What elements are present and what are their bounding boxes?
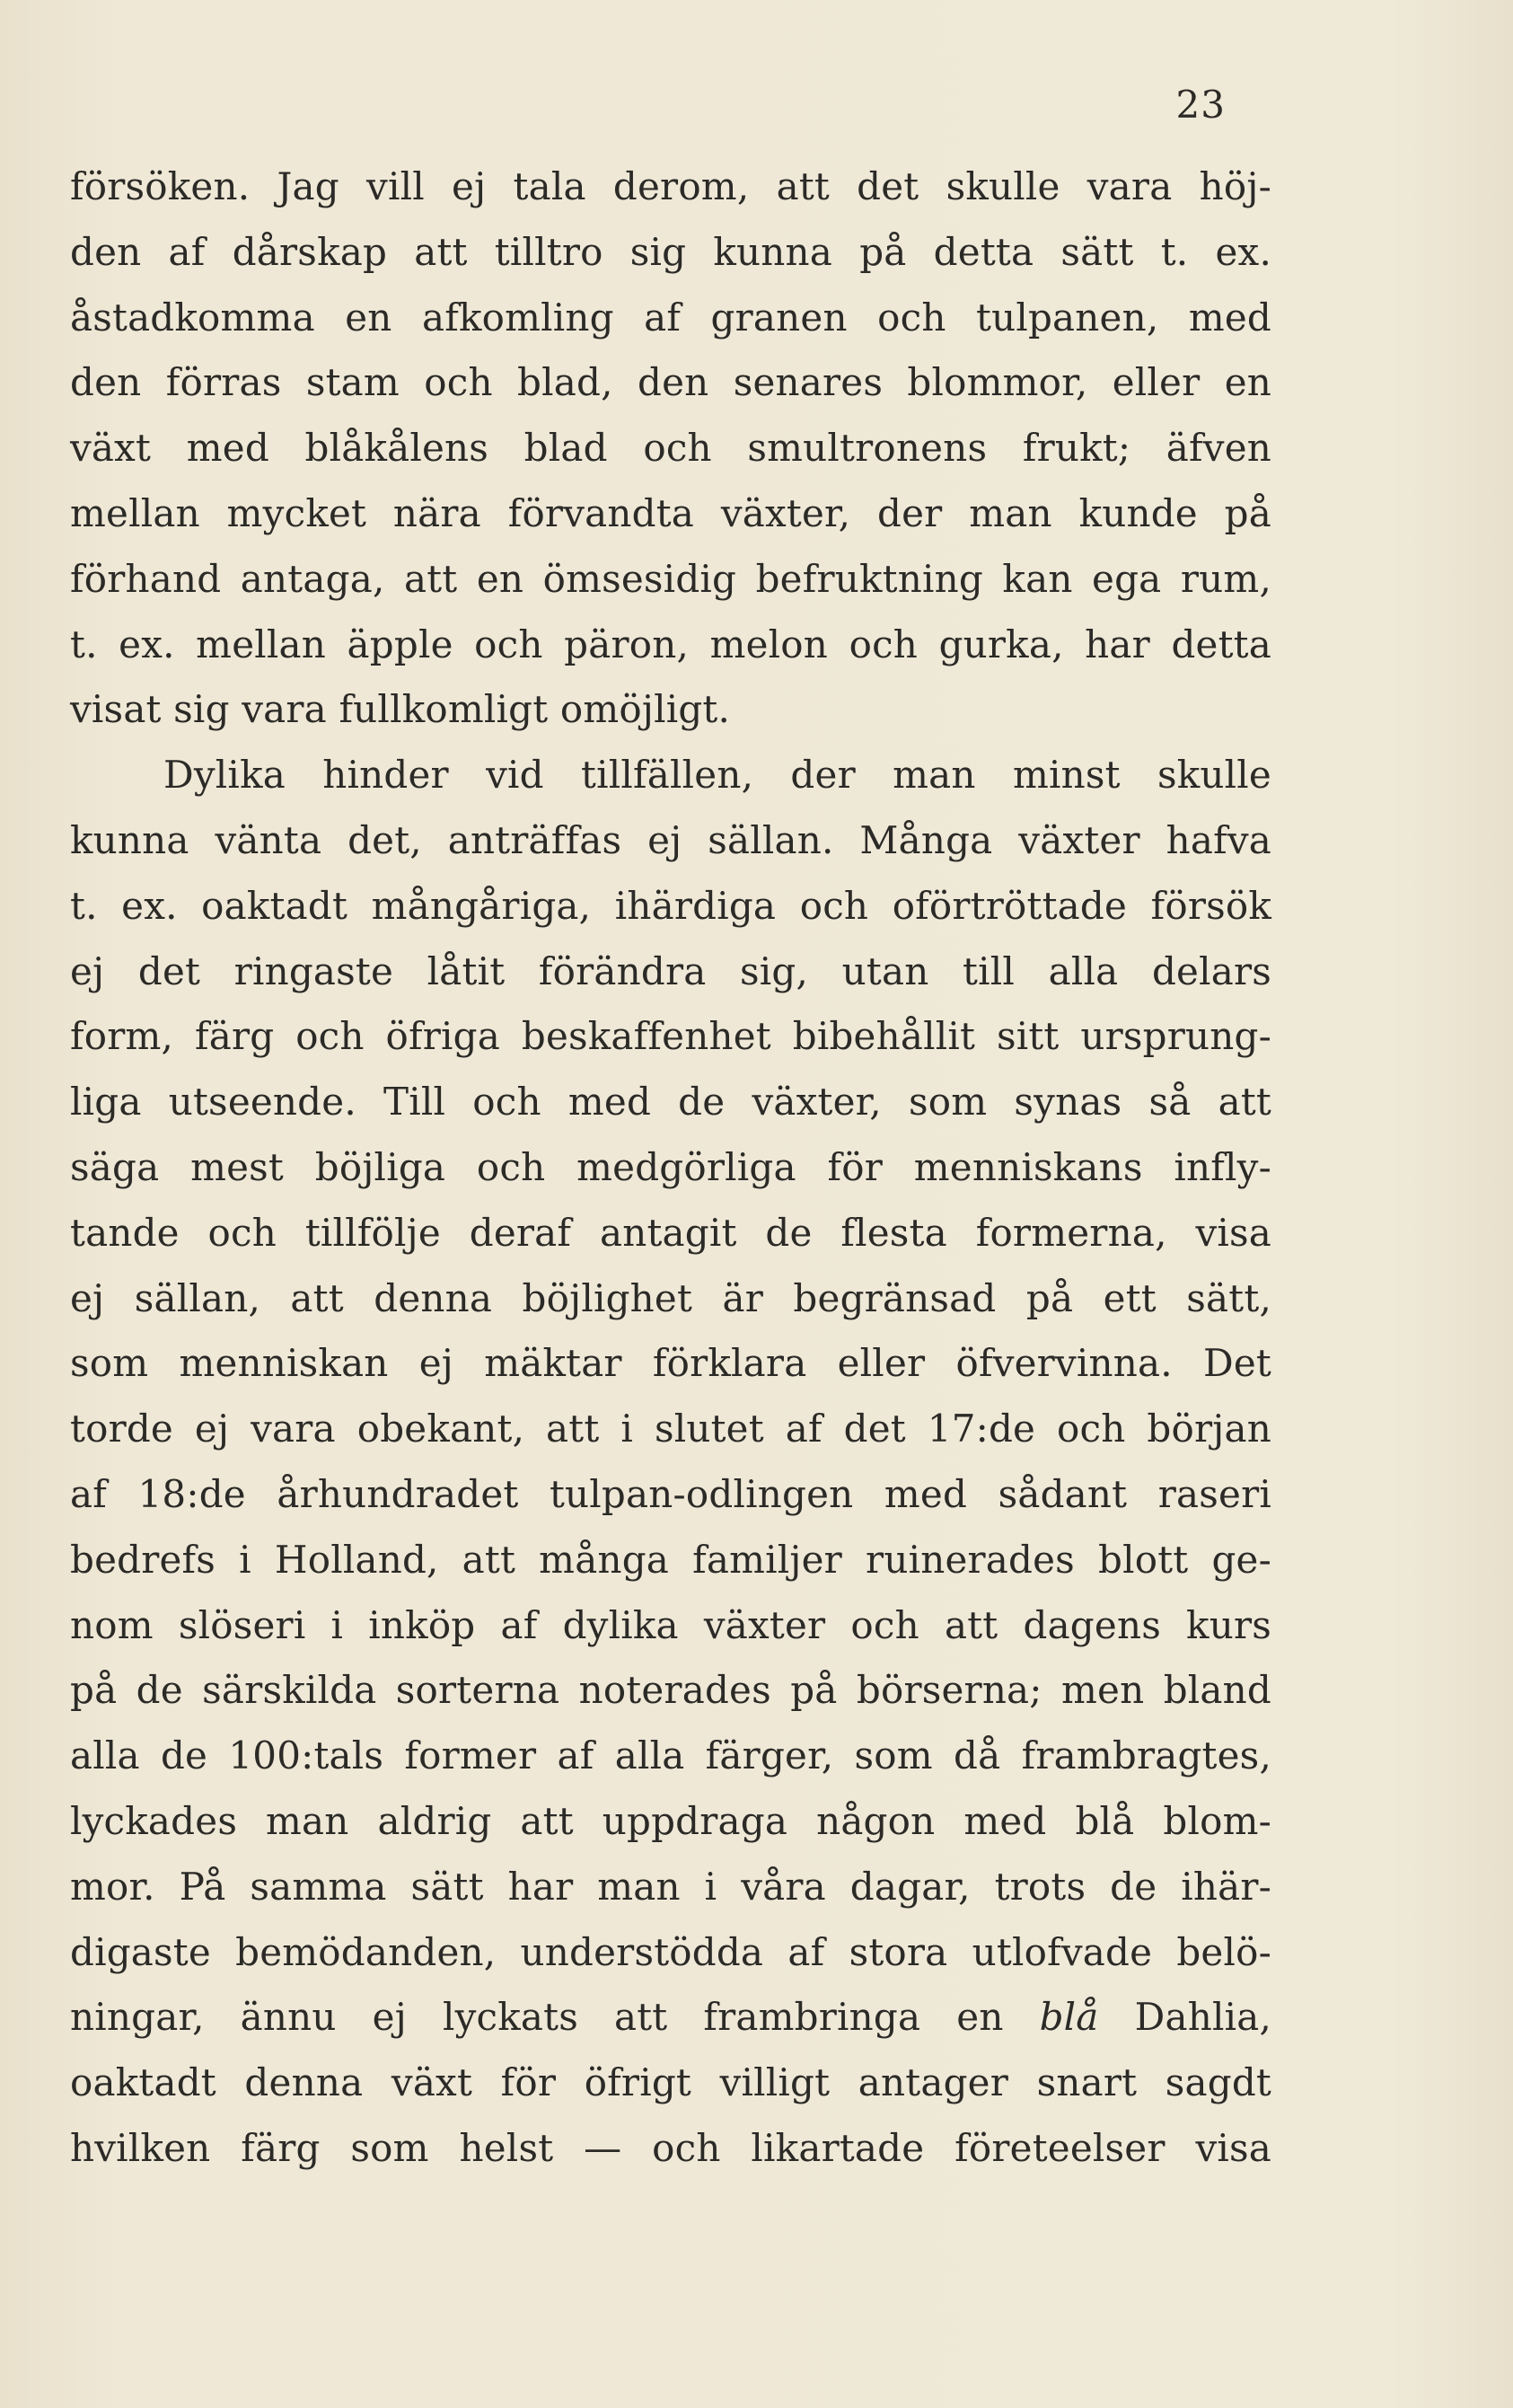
text-line: mellan mycket nära förvandta växter, der man kunde på: [70, 490, 1271, 535]
text-line: liga utseende. Till och med de växter, som synas så att: [70, 1080, 1271, 1125]
text-line: mor. På samma sätt har man i våra dagar, trots de ihär-: [70, 1864, 1271, 1909]
text-line: oaktadt denna växt för öfrigt villigt antager snart sagdt: [70, 2060, 1271, 2105]
text-line: t. ex. mellan äpple och päron, melon och gurka, har detta: [70, 622, 1271, 666]
body-text: [70, 154, 1271, 2182]
text-line: t. ex. oaktadt mångåriga, ihärdiga och oförtröttade försök: [70, 883, 1271, 928]
text-line: af 18:de århundradet tulpan-odlingen med sådant raseri: [70, 1471, 1271, 1516]
italic-word: blå: [1039, 1995, 1099, 2040]
text-line: på de särskilda sorterna noterades på börserna; men bland: [70, 1668, 1271, 1713]
text-line: torde ej vara obekant, att i slutet af det 17:de och början: [70, 1407, 1271, 1451]
text-line: den förras stam och blad, den senares blommor, eller en: [70, 360, 1271, 405]
text-line: hvilken färg som helst — och likartade företeelser visa: [70, 2125, 1271, 2170]
text-line: försöken. Jag vill ej tala derom, att det skulle vara höj-: [70, 164, 1271, 208]
paragraph-end-line: visat sig vara fullkomligt omöjligt.: [70, 687, 731, 732]
text-line: den af dårskap att tilltro sig kunna på detta sätt t. ex.: [70, 229, 1271, 274]
text-line: form, färg och öfriga beskaffenhet bibehållit sitt ursprung-: [70, 1014, 1271, 1059]
text-line: kunna vänta det, anträffas ej sällan. Många växter hafva: [70, 817, 1271, 862]
text-line: ej det ringaste låtit förändra sig, utan till alla delars: [70, 948, 1271, 993]
page-number: 23: [1175, 83, 1226, 127]
text-segment: Dahlia,: [1098, 1995, 1271, 2040]
text-line-with-italic: [70, 1985, 1271, 2051]
text-line: alla de 100:tals former af alla färger, som då frambragtes,: [70, 1733, 1271, 1778]
text-line: som menniskan ej mäktar förklara eller öfvervinna. Det: [70, 1341, 1271, 1386]
text-line: nom slöseri i inköp af dylika växter och att dagens kurs: [70, 1602, 1271, 1647]
text-line: åstadkomma en afkomling af granen och tulpanen, med: [70, 295, 1271, 340]
text-line: säga mest böjliga och medgörliga för menniskans infly-: [70, 1144, 1271, 1189]
text-line: digaste bemödanden, understödda af stora utlofvade belö-: [70, 1929, 1271, 1974]
text-line: förhand antaga, att en ömsesidig befruktning kan ega rum,: [70, 556, 1271, 601]
paragraph-start-line: Dylika hinder vid tillfällen, der man minst skulle: [163, 753, 1271, 798]
text-segment: ningar, ännu ej lyckats att frambringa en: [70, 1995, 1040, 2040]
text-line: ej sällan, att denna böjlighet är begränsad på ett sätt,: [70, 1275, 1271, 1320]
text-line: tande och tillfölje deraf antagit de flesta formerna, visa: [70, 1210, 1271, 1255]
text-line: bedrefs i Holland, att många familjer ruinerades blott ge-: [70, 1537, 1271, 1582]
text-line: växt med blåkålens blad och smultronens frukt; äfven: [70, 426, 1271, 471]
text-line: lyckades man aldrig att uppdraga någon med blå blom-: [70, 1798, 1271, 1843]
